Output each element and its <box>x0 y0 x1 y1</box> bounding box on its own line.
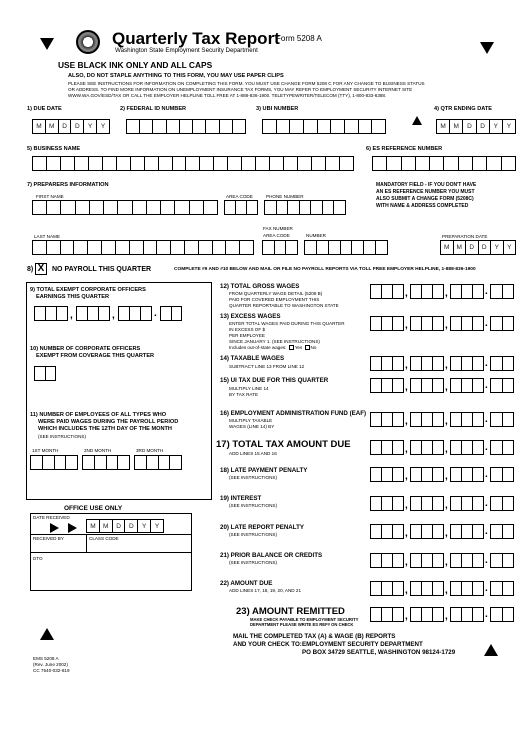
month2-label: 2ND MONTH <box>84 448 112 453</box>
line10-label-a: 10) NUMBER OF CORPORATE OFFICERS <box>30 346 141 352</box>
no-checkbox[interactable] <box>305 345 310 350</box>
thousands-separator: , <box>445 382 448 393</box>
thousands-separator: , <box>445 585 448 596</box>
thousands-separator: , <box>445 320 448 331</box>
instruction-line1: USE BLACK INK ONLY AND ALL CAPS <box>58 60 213 70</box>
business-name-label: 5) BUSINESS NAME <box>27 146 81 152</box>
month3-label: 3RD MONTH <box>136 448 164 453</box>
line11-label-d: (SEE INSTRUCTIONS) <box>38 434 86 439</box>
line13-label: 13) EXCESS WAGES <box>220 313 281 320</box>
preparers-label: 7) PREPARERS INFORMATION <box>27 182 109 188</box>
month1-field[interactable] <box>30 455 78 470</box>
decimal-point: . <box>485 286 488 297</box>
no-payroll-checkbox[interactable]: X <box>35 263 47 275</box>
decimal-point: . <box>485 442 488 453</box>
divider <box>30 552 192 553</box>
thousands-separator: , <box>112 310 115 321</box>
amount-field[interactable] <box>370 356 518 372</box>
mail-line4: PO BOX 34729 SEATTLE, WASHINGTON 98124-1729 <box>302 649 456 656</box>
line9-field-c[interactable] <box>118 306 152 321</box>
decimal-point: . <box>154 308 157 319</box>
thousands-separator: , <box>445 416 448 427</box>
thousands-separator: , <box>405 585 408 596</box>
area-code-field[interactable] <box>224 200 258 215</box>
no-payroll-num: 8) <box>27 266 34 273</box>
line23-sub2: DEPARTMENT PLEASE WRITE ES REF# ON CHECK <box>250 622 354 627</box>
arrow-right-icon <box>68 523 77 533</box>
line20-label: 20) LATE REPORT PENALTY <box>220 524 304 531</box>
line15-label: 15) UI TAX DUE FOR THIS QUARTER <box>220 377 329 384</box>
line12-sub3: QUARTER REPORTABLE TO WASHINGTON STATE <box>229 303 339 308</box>
phone-number-field[interactable] <box>264 200 346 215</box>
line13-sub2: IN EXCESS OF $ <box>229 327 265 332</box>
line13-sub4: SINCE JANUARY 1. (SEE INSTRUCTIONS) <box>229 339 320 344</box>
line16-sub2: WAGES (LINE 14) BY <box>229 424 275 429</box>
form-code-2: (Rev. June 2002) <box>33 662 68 667</box>
line9-field-a[interactable] <box>34 306 68 321</box>
triangle-marker-icon <box>480 42 494 54</box>
triangle-marker-icon <box>484 644 498 656</box>
thousands-separator: , <box>445 557 448 568</box>
thousands-separator: , <box>405 320 408 331</box>
dto-label: DTO <box>33 556 43 561</box>
amount-field[interactable] <box>370 553 518 569</box>
line14-sub: SUBTRACT LINE 13 FROM LINE 12 <box>229 364 305 369</box>
thousands-separator: , <box>445 444 448 455</box>
decimal-point: . <box>485 583 488 594</box>
amount-field[interactable] <box>370 316 518 332</box>
divider <box>86 534 87 552</box>
thousands-separator: , <box>70 310 73 321</box>
line17-sub: ADD LINES 15 AND 16 <box>229 451 277 456</box>
thousands-separator: , <box>405 471 408 482</box>
thousands-separator: , <box>445 528 448 539</box>
department-name: Washington State Employment Security Department <box>115 47 258 54</box>
thousands-separator: , <box>405 288 408 299</box>
line12-label: 12) TOTAL GROSS WAGES <box>220 283 300 290</box>
amount-field[interactable] <box>370 284 518 300</box>
amount-field[interactable] <box>370 607 518 623</box>
thousands-separator: , <box>405 444 408 455</box>
qtr-ending-label: 4) QTR ENDING DATE <box>434 106 493 112</box>
decimal-point: . <box>485 318 488 329</box>
amount-field[interactable] <box>370 467 518 483</box>
month2-field[interactable] <box>82 455 130 470</box>
first-name-field[interactable] <box>32 200 218 215</box>
fax-area-code-label: AREA CODE <box>263 233 290 238</box>
thousands-separator: , <box>405 382 408 393</box>
ubi-label: 3) UBI NUMBER <box>256 106 299 112</box>
decimal-point: . <box>485 380 488 391</box>
mail-line3: EMPLOYMENT SECURITY DEPARTMENT <box>302 641 423 648</box>
decimal-point: . <box>485 469 488 480</box>
thousands-separator: , <box>405 528 408 539</box>
thousands-separator: , <box>445 360 448 371</box>
line17-label: 17) TOTAL TAX AMOUNT DUE <box>216 439 351 450</box>
last-name-label: LAST NAME <box>34 234 60 239</box>
mandatory-note-3: ALSO SUBMIT A CHANGE FORM (5208C) <box>376 196 474 202</box>
thousands-separator: , <box>445 611 448 622</box>
instruction-line5: WWW.WA.GOV/ESD/TAX OR CALL THE EMPLOYER HELPLINE TOLL FREE AT 1-888-836-1900. TELETYPEWRITER/TELECOM (TTY), 1-800-833-6388. <box>68 93 387 98</box>
line14-label: 14) TAXABLE WAGES <box>220 355 285 362</box>
triangle-marker-icon <box>40 38 54 50</box>
office-use-title: OFFICE USE ONLY <box>64 505 123 512</box>
line21-label: 21) PRIOR BALANCE OR CREDITS <box>220 552 323 559</box>
line9-field-b[interactable] <box>76 306 110 321</box>
business-name-field[interactable] <box>32 156 354 171</box>
instruction-line3: PLEASE SEE INSTRUCTIONS FOR INFORMATION ON COMPLETING THIS FORM. YOU MUST USE CHANGE FORM 5208 C FOR ANY CHANGE TO BUSINESS STATUS <box>68 81 425 86</box>
date-received-field[interactable]: M M D D Y Y <box>86 519 164 533</box>
triangle-marker-icon <box>412 116 422 125</box>
amount-field[interactable] <box>370 440 518 456</box>
no-payroll-note: COMPLETE #9 AND #10 BELOW AND MAIL OR FILE NO PAYROLL REPORTS VIA TOLL FREE EMPLOYER HELPLINE, 1-888-836-1900 <box>174 267 476 272</box>
arrow-right-icon <box>50 523 59 533</box>
es-ref-label: 6) ES REFERENCE NUMBER <box>366 146 443 152</box>
ubi-field[interactable] <box>262 119 386 134</box>
thousands-separator: , <box>405 557 408 568</box>
amount-field[interactable] <box>370 378 518 394</box>
line12-sub2: PAID FOR COVERED EMPLOYMENT THIS <box>229 297 320 302</box>
area-code-label: AREA CODE <box>226 194 253 199</box>
yes-label: Yes <box>294 345 303 350</box>
mail-line1: MAIL THE COMPLETED TAX (A) & WAGE (B) REPORTS <box>233 633 396 640</box>
fax-area-code-field[interactable] <box>262 240 298 255</box>
line13-sub5 <box>229 345 316 351</box>
thousands-separator: , <box>445 288 448 299</box>
amount-field[interactable] <box>370 581 518 597</box>
decimal-point: . <box>485 555 488 566</box>
phone-number-label: PHONE NUMBER <box>266 194 304 199</box>
fax-number-label: FAX NUMBER <box>263 226 293 231</box>
mandatory-note-4: WITH NAME & ADDRESS COMPLETED <box>376 203 469 209</box>
divider <box>30 534 192 535</box>
line9-label-a: 9) TOTAL EXEMPT CORPORATE OFFICERS <box>30 287 146 293</box>
line22-sub: ADD LINES 17, 18, 19, 20, AND 21 <box>229 588 302 593</box>
line12-sub1: FROM QUARTERLY WAGE DETAIL (5208 B) <box>229 291 323 296</box>
first-name-label: FIRST NAME <box>36 194 64 199</box>
thousands-separator: , <box>445 471 448 482</box>
form-code-1: EMS 5208 A <box>33 656 59 661</box>
line11-label-a: 11) NUMBER OF EMPLOYEES OF ALL TYPES WHO <box>30 412 167 418</box>
line13-sub1: ENTER TOTAL WAGES PAID DURING THIS QUARTER <box>229 321 345 326</box>
month1-label: 1ST MONTH <box>32 448 59 453</box>
decimal-point: . <box>485 526 488 537</box>
thousands-separator: , <box>405 416 408 427</box>
line20-sub: (SEE INSTRUCTIONS) <box>229 532 277 537</box>
state-seal-icon <box>76 30 100 54</box>
line23-sub1: MAKE CHECK PAYABLE TO EMPLOYMENT SECURITY <box>250 617 359 622</box>
amount-field[interactable] <box>370 412 518 428</box>
month3-field[interactable] <box>134 455 182 470</box>
instruction-line4: OR ADDRESS. TO FIND MORE INFORMATION ON UNEMPLOYMENT INSURANCE TAX FORMS, YOU MAY REFER TO EMPLOYMENT SECURITY INTERNET SITE <box>68 87 413 92</box>
form-title: Quarterly Tax Report <box>112 29 280 48</box>
instruction-line2: ALSO, DO NOT STAPLE ANYTHING TO THIS FORM, YOU MAY USE PAPER CLIPS <box>68 73 284 79</box>
thousands-separator: , <box>405 360 408 371</box>
line23-label: 23) AMOUNT REMITTED <box>236 606 345 617</box>
line16-label: 16) EMPLOYMENT ADMINISTRATION FUND (EAF) <box>220 410 367 417</box>
federal-id-label: 2) FEDERAL ID NUMBER <box>120 106 187 112</box>
line13-sub3: PER EMPLOYEE <box>229 333 265 338</box>
line15-sub1: MULTIPLY LINE 14 <box>229 386 269 391</box>
date-received-label: DATE RECEIVED <box>33 515 70 520</box>
no-label: No <box>310 345 317 350</box>
federal-id-field[interactable] <box>126 119 246 134</box>
thousands-separator: , <box>445 500 448 511</box>
received-by-label: RECEIVED BY <box>33 536 64 541</box>
es-ref-field[interactable] <box>372 156 516 171</box>
line19-sub: (SEE INSTRUCTIONS) <box>229 503 277 508</box>
preparation-date-label: PREPARATION DATE <box>442 234 488 239</box>
thousands-separator: , <box>405 611 408 622</box>
decimal-point: . <box>485 358 488 369</box>
form-code-3: CC 7540-032-819 <box>33 668 70 673</box>
line11-label-c: WHICH INCLUDES THE 12TH DAY OF THE MONTH <box>38 426 172 432</box>
thousands-separator: , <box>405 500 408 511</box>
decimal-point: . <box>485 498 488 509</box>
line10-field[interactable] <box>34 366 56 381</box>
due-date-label: 1) DUE DATE <box>27 106 62 112</box>
mandatory-note-1: MANDATORY FIELD - IF YOU DON'T HAVE <box>376 182 477 188</box>
line16-sub1: MULTIPLY TAXABLE <box>229 418 273 423</box>
decimal-point: . <box>485 609 488 620</box>
line10-label-b: EXEMPT FROM COVERAGE THIS QUARTER <box>36 353 155 359</box>
triangle-marker-icon <box>40 628 54 640</box>
amount-field[interactable] <box>370 496 518 512</box>
line15-sub2: BY TAX RATE <box>229 392 259 397</box>
fax-number-sublabel: NUMBER <box>306 233 326 238</box>
line9-field-cents[interactable] <box>160 306 182 321</box>
mail-line2: AND YOUR CHECK TO: <box>233 641 302 648</box>
line18-label: 18) LATE PAYMENT PENALTY <box>220 467 308 474</box>
yes-checkbox[interactable] <box>289 345 294 350</box>
preparation-date-field[interactable]: M M D D Y Y <box>440 240 516 255</box>
line18-sub: (SEE INSTRUCTIONS) <box>229 475 277 480</box>
fax-number-field[interactable] <box>304 240 388 255</box>
decimal-point: . <box>485 414 488 425</box>
class-code-label: CLASS CODE <box>89 536 119 541</box>
line11-label-b: WERE PAID WAGES DURING THE PAYROLL PERIOD <box>38 419 179 425</box>
line19-label: 19) INTEREST <box>220 495 262 502</box>
amount-field[interactable] <box>370 524 518 540</box>
no-payroll-label: NO PAYROLL THIS QUARTER <box>52 266 152 273</box>
last-name-field[interactable] <box>32 240 254 255</box>
mandatory-note-2: AN ES REFERENCE NUMBER YOU MUST <box>376 189 475 195</box>
form-number: Form 5208 A <box>276 34 322 43</box>
out-of-state-label: Includes out-of-state wages: <box>229 345 287 350</box>
line22-label: 22) AMOUNT DUE <box>220 580 273 587</box>
qtr-ending-field[interactable]: M M D D Y Y <box>436 119 516 134</box>
line9-label-b: EARNINGS THIS QUARTER <box>36 294 110 300</box>
line21-sub: (SEE INSTRUCTIONS) <box>229 560 277 565</box>
due-date-field[interactable]: M M D D Y Y <box>32 119 110 134</box>
